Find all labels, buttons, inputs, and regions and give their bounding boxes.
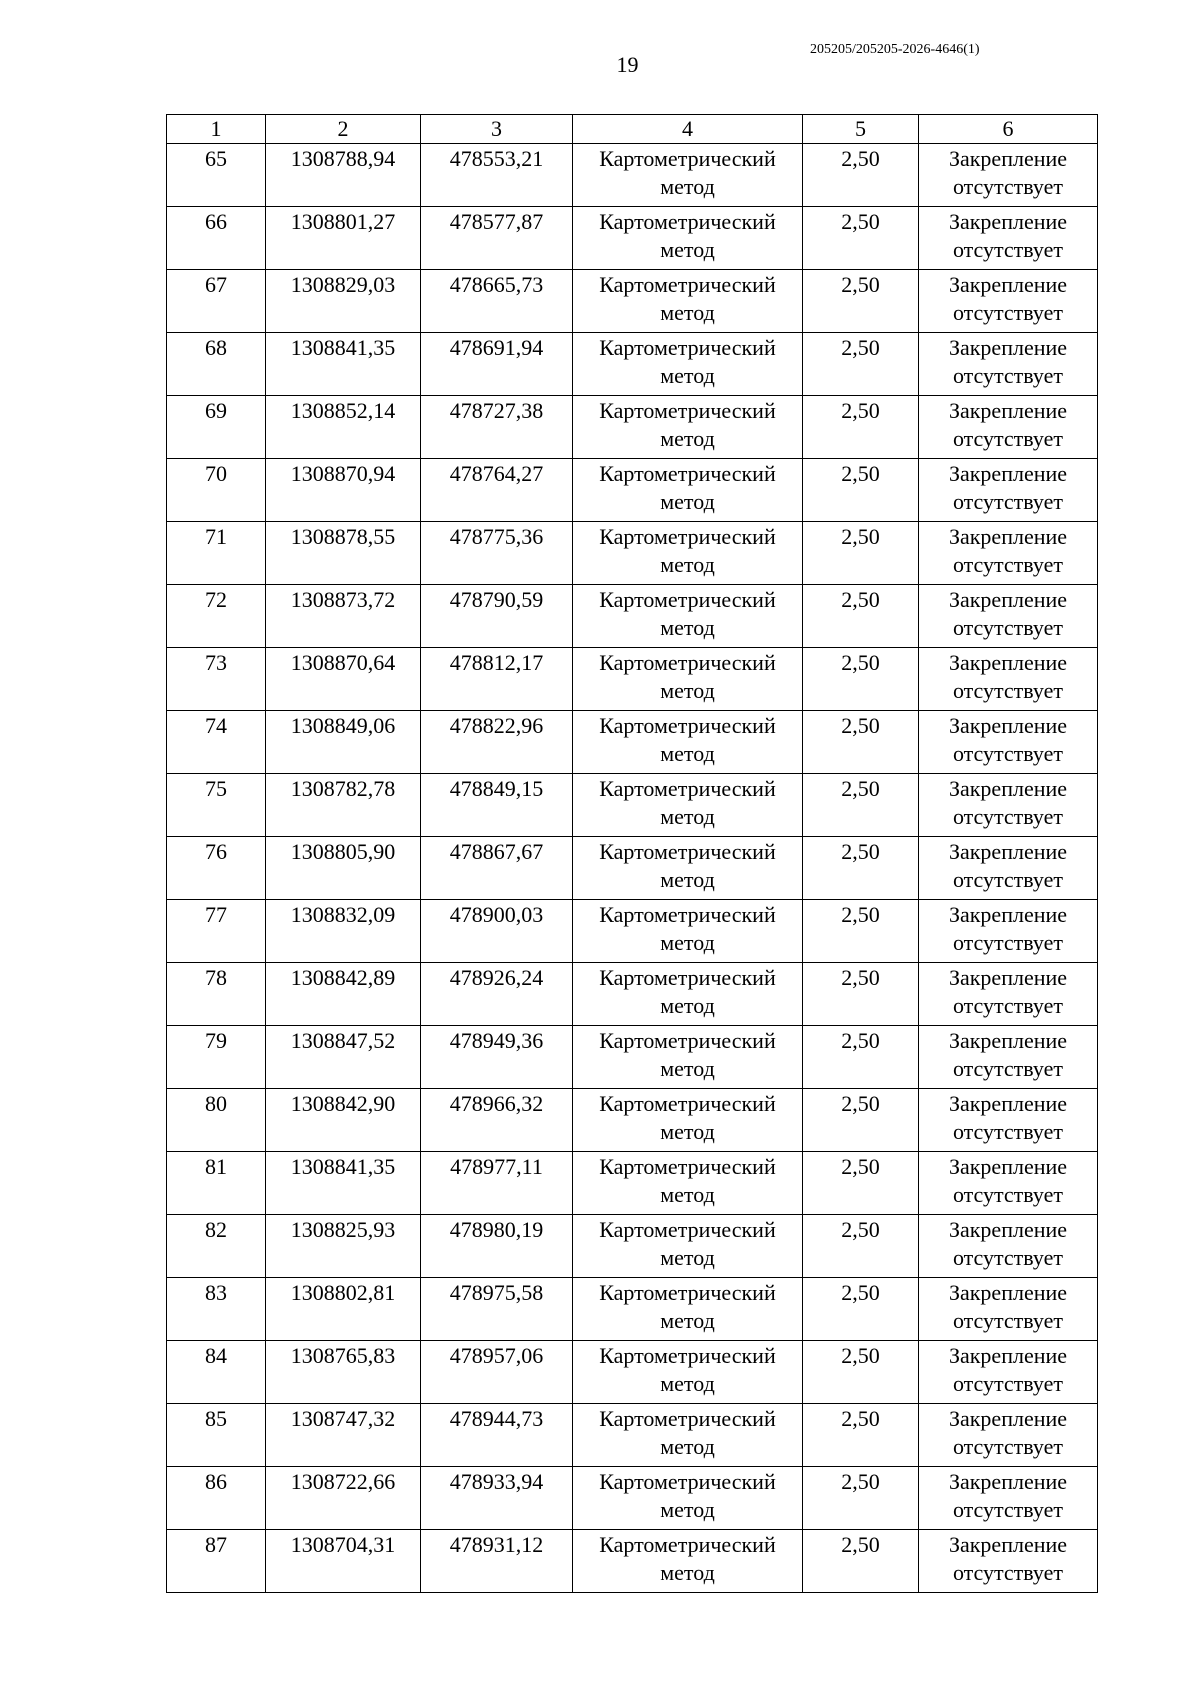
method-cell bbox=[573, 144, 803, 207]
fixation-cell bbox=[919, 144, 1098, 207]
point-number-cell: 69 bbox=[167, 396, 266, 459]
method-text: Картометрический метод bbox=[599, 1343, 776, 1396]
method-cell bbox=[573, 963, 803, 1026]
method-text: Картометрический метод bbox=[599, 398, 776, 451]
table-row bbox=[167, 1278, 1098, 1341]
table-row bbox=[167, 1341, 1098, 1404]
fixation-text: Закрепление отсутствует bbox=[948, 1028, 1068, 1081]
x-coordinate-cell: 1308841,35 bbox=[266, 1152, 421, 1215]
table-row bbox=[167, 1152, 1098, 1215]
fixation-cell bbox=[919, 1278, 1098, 1341]
accuracy-cell: 2,50 bbox=[803, 711, 919, 774]
x-coordinate-cell: 1308788,94 bbox=[266, 144, 421, 207]
fixation-text: Закрепление отсутствует bbox=[948, 272, 1068, 325]
x-coordinate-cell: 1308870,94 bbox=[266, 459, 421, 522]
y-coordinate-cell: 478849,15 bbox=[421, 774, 573, 837]
table-row bbox=[167, 1467, 1098, 1530]
table-row bbox=[167, 837, 1098, 900]
column-header-4: 4 bbox=[573, 115, 803, 144]
column-header-2: 2 bbox=[266, 115, 421, 144]
fixation-cell bbox=[919, 1026, 1098, 1089]
table-row bbox=[167, 333, 1098, 396]
point-number-cell: 66 bbox=[167, 207, 266, 270]
table-row bbox=[167, 207, 1098, 270]
point-number-cell: 82 bbox=[167, 1215, 266, 1278]
x-coordinate-cell: 1308852,14 bbox=[266, 396, 421, 459]
table-row bbox=[167, 270, 1098, 333]
point-number-cell: 79 bbox=[167, 1026, 266, 1089]
method-text: Картометрический метод bbox=[599, 776, 776, 829]
fixation-text: Закрепление отсутствует bbox=[948, 650, 1068, 703]
method-cell bbox=[573, 333, 803, 396]
x-coordinate-cell: 1308849,06 bbox=[266, 711, 421, 774]
table-row bbox=[167, 774, 1098, 837]
accuracy-cell: 2,50 bbox=[803, 648, 919, 711]
point-number-cell: 71 bbox=[167, 522, 266, 585]
method-cell bbox=[573, 1530, 803, 1593]
point-number-cell: 72 bbox=[167, 585, 266, 648]
fixation-cell bbox=[919, 711, 1098, 774]
method-text: Картометрический метод bbox=[599, 335, 776, 388]
y-coordinate-cell: 478944,73 bbox=[421, 1404, 573, 1467]
accuracy-cell: 2,50 bbox=[803, 1215, 919, 1278]
fixation-text: Закрепление отсутствует bbox=[948, 335, 1068, 388]
point-number-cell: 67 bbox=[167, 270, 266, 333]
method-cell bbox=[573, 837, 803, 900]
method-text: Картометрический метод bbox=[599, 902, 776, 955]
fixation-cell bbox=[919, 396, 1098, 459]
y-coordinate-cell: 478812,17 bbox=[421, 648, 573, 711]
accuracy-cell: 2,50 bbox=[803, 1089, 919, 1152]
method-text: Картометрический метод bbox=[599, 713, 776, 766]
x-coordinate-cell: 1308747,32 bbox=[266, 1404, 421, 1467]
point-number-cell: 86 bbox=[167, 1467, 266, 1530]
method-cell bbox=[573, 1467, 803, 1530]
method-text: Картометрический метод bbox=[599, 650, 776, 703]
table-row bbox=[167, 396, 1098, 459]
fixation-cell bbox=[919, 774, 1098, 837]
fixation-cell bbox=[919, 1152, 1098, 1215]
fixation-cell bbox=[919, 333, 1098, 396]
y-coordinate-cell: 478933,94 bbox=[421, 1467, 573, 1530]
fixation-text: Закрепление отсутствует bbox=[948, 146, 1068, 199]
accuracy-cell: 2,50 bbox=[803, 207, 919, 270]
fixation-text: Закрепление отсутствует bbox=[948, 1469, 1068, 1522]
fixation-text: Закрепление отсутствует bbox=[948, 1091, 1068, 1144]
method-cell bbox=[573, 774, 803, 837]
x-coordinate-cell: 1308825,93 bbox=[266, 1215, 421, 1278]
fixation-text: Закрепление отсутствует bbox=[948, 839, 1068, 892]
point-number-cell: 70 bbox=[167, 459, 266, 522]
fixation-cell bbox=[919, 837, 1098, 900]
x-coordinate-cell: 1308878,55 bbox=[266, 522, 421, 585]
method-text: Картометрический метод bbox=[599, 1091, 776, 1144]
point-number-cell: 84 bbox=[167, 1341, 266, 1404]
column-header-3: 3 bbox=[421, 115, 573, 144]
method-cell bbox=[573, 1026, 803, 1089]
accuracy-cell: 2,50 bbox=[803, 396, 919, 459]
column-header-5: 5 bbox=[803, 115, 919, 144]
fixation-text: Закрепление отсутствует bbox=[948, 587, 1068, 640]
x-coordinate-cell: 1308829,03 bbox=[266, 270, 421, 333]
y-coordinate-cell: 478980,19 bbox=[421, 1215, 573, 1278]
x-coordinate-cell: 1308765,83 bbox=[266, 1341, 421, 1404]
y-coordinate-cell: 478926,24 bbox=[421, 963, 573, 1026]
method-cell bbox=[573, 1215, 803, 1278]
header-row bbox=[167, 115, 1098, 144]
y-coordinate-cell: 478577,87 bbox=[421, 207, 573, 270]
method-text: Картометрический метод bbox=[599, 1469, 776, 1522]
method-text: Картометрический метод bbox=[599, 1406, 776, 1459]
point-number-cell: 77 bbox=[167, 900, 266, 963]
fixation-cell bbox=[919, 963, 1098, 1026]
x-coordinate-cell: 1308704,31 bbox=[266, 1530, 421, 1593]
table-row bbox=[167, 1404, 1098, 1467]
coordinates-table bbox=[166, 114, 1098, 1593]
method-cell bbox=[573, 1278, 803, 1341]
method-cell bbox=[573, 396, 803, 459]
table-row bbox=[167, 1026, 1098, 1089]
fixation-text: Закрепление отсутствует bbox=[948, 1343, 1068, 1396]
method-text: Картометрический метод bbox=[599, 965, 776, 1018]
x-coordinate-cell: 1308805,90 bbox=[266, 837, 421, 900]
fixation-cell bbox=[919, 1089, 1098, 1152]
fixation-text: Закрепление отсутствует bbox=[948, 965, 1068, 1018]
point-number-cell: 85 bbox=[167, 1404, 266, 1467]
accuracy-cell: 2,50 bbox=[803, 1530, 919, 1593]
method-text: Картометрический метод bbox=[599, 587, 776, 640]
fixation-text: Закрепление отсутствует bbox=[948, 1406, 1068, 1459]
method-cell bbox=[573, 1152, 803, 1215]
accuracy-cell: 2,50 bbox=[803, 459, 919, 522]
fixation-text: Закрепление отсутствует bbox=[948, 776, 1068, 829]
fixation-text: Закрепление отсутствует bbox=[948, 524, 1068, 577]
fixation-text: Закрепление отсутствует bbox=[948, 398, 1068, 451]
method-cell bbox=[573, 1341, 803, 1404]
point-number-cell: 74 bbox=[167, 711, 266, 774]
accuracy-cell: 2,50 bbox=[803, 333, 919, 396]
table-row bbox=[167, 522, 1098, 585]
y-coordinate-cell: 478822,96 bbox=[421, 711, 573, 774]
document-id: 205205/205205-2026-4646(1) bbox=[810, 42, 980, 57]
y-coordinate-cell: 478977,11 bbox=[421, 1152, 573, 1215]
method-text: Картометрический метод bbox=[599, 1280, 776, 1333]
fixation-text: Закрепление отсутствует bbox=[948, 902, 1068, 955]
y-coordinate-cell: 478957,06 bbox=[421, 1341, 573, 1404]
table-row bbox=[167, 648, 1098, 711]
method-cell bbox=[573, 900, 803, 963]
point-number-cell: 65 bbox=[167, 144, 266, 207]
fixation-text: Закрепление отсутствует bbox=[948, 1154, 1068, 1207]
fixation-cell bbox=[919, 585, 1098, 648]
fixation-text: Закрепление отсутствует bbox=[948, 1217, 1068, 1270]
fixation-cell bbox=[919, 1467, 1098, 1530]
accuracy-cell: 2,50 bbox=[803, 1152, 919, 1215]
accuracy-cell: 2,50 bbox=[803, 1467, 919, 1530]
y-coordinate-cell: 478764,27 bbox=[421, 459, 573, 522]
fixation-text: Закрепление отсутствует bbox=[948, 209, 1068, 262]
y-coordinate-cell: 478966,32 bbox=[421, 1089, 573, 1152]
fixation-cell bbox=[919, 900, 1098, 963]
y-coordinate-cell: 478775,36 bbox=[421, 522, 573, 585]
fixation-cell bbox=[919, 648, 1098, 711]
accuracy-cell: 2,50 bbox=[803, 1341, 919, 1404]
x-coordinate-cell: 1308832,09 bbox=[266, 900, 421, 963]
accuracy-cell: 2,50 bbox=[803, 900, 919, 963]
method-cell bbox=[573, 522, 803, 585]
accuracy-cell: 2,50 bbox=[803, 522, 919, 585]
point-number-cell: 73 bbox=[167, 648, 266, 711]
point-number-cell: 78 bbox=[167, 963, 266, 1026]
point-number-cell: 83 bbox=[167, 1278, 266, 1341]
method-text: Картометрический метод bbox=[599, 1028, 776, 1081]
accuracy-cell: 2,50 bbox=[803, 1278, 919, 1341]
fixation-text: Закрепление отсутствует bbox=[948, 1532, 1068, 1585]
table-row bbox=[167, 963, 1098, 1026]
x-coordinate-cell: 1308873,72 bbox=[266, 585, 421, 648]
fixation-cell bbox=[919, 1215, 1098, 1278]
method-cell bbox=[573, 207, 803, 270]
x-coordinate-cell: 1308722,66 bbox=[266, 1467, 421, 1530]
method-text: Картометрический метод bbox=[599, 839, 776, 892]
method-cell bbox=[573, 585, 803, 648]
accuracy-cell: 2,50 bbox=[803, 837, 919, 900]
fixation-cell bbox=[919, 522, 1098, 585]
table-row bbox=[167, 144, 1098, 207]
fixation-cell bbox=[919, 1530, 1098, 1593]
method-cell bbox=[573, 711, 803, 774]
table-row bbox=[167, 900, 1098, 963]
accuracy-cell: 2,50 bbox=[803, 144, 919, 207]
accuracy-cell: 2,50 bbox=[803, 1026, 919, 1089]
x-coordinate-cell: 1308801,27 bbox=[266, 207, 421, 270]
table-row bbox=[167, 585, 1098, 648]
fixation-text: Закрепление отсутствует bbox=[948, 461, 1068, 514]
accuracy-cell: 2,50 bbox=[803, 774, 919, 837]
table-row bbox=[167, 459, 1098, 522]
method-text: Картометрический метод bbox=[599, 272, 776, 325]
table-header bbox=[167, 115, 1098, 144]
method-text: Картометрический метод bbox=[599, 146, 776, 199]
y-coordinate-cell: 478691,94 bbox=[421, 333, 573, 396]
y-coordinate-cell: 478975,58 bbox=[421, 1278, 573, 1341]
method-cell bbox=[573, 270, 803, 333]
x-coordinate-cell: 1308842,90 bbox=[266, 1089, 421, 1152]
point-number-cell: 75 bbox=[167, 774, 266, 837]
point-number-cell: 87 bbox=[167, 1530, 266, 1593]
method-text: Картометрический метод bbox=[599, 209, 776, 262]
point-number-cell: 81 bbox=[167, 1152, 266, 1215]
fixation-text: Закрепление отсутствует bbox=[948, 713, 1068, 766]
method-text: Картометрический метод bbox=[599, 461, 776, 514]
table-row bbox=[167, 1215, 1098, 1278]
y-coordinate-cell: 478949,36 bbox=[421, 1026, 573, 1089]
fixation-cell bbox=[919, 1341, 1098, 1404]
method-text: Картометрический метод bbox=[599, 1217, 776, 1270]
fixation-cell bbox=[919, 459, 1098, 522]
y-coordinate-cell: 478867,67 bbox=[421, 837, 573, 900]
method-cell bbox=[573, 459, 803, 522]
accuracy-cell: 2,50 bbox=[803, 963, 919, 1026]
method-text: Картометрический метод bbox=[599, 1532, 776, 1585]
table-row bbox=[167, 711, 1098, 774]
accuracy-cell: 2,50 bbox=[803, 585, 919, 648]
accuracy-cell: 2,50 bbox=[803, 1404, 919, 1467]
y-coordinate-cell: 478553,21 bbox=[421, 144, 573, 207]
x-coordinate-cell: 1308802,81 bbox=[266, 1278, 421, 1341]
y-coordinate-cell: 478900,03 bbox=[421, 900, 573, 963]
fixation-cell bbox=[919, 207, 1098, 270]
point-number-cell: 80 bbox=[167, 1089, 266, 1152]
method-cell bbox=[573, 1089, 803, 1152]
table-body bbox=[167, 144, 1098, 1593]
table-row bbox=[167, 1530, 1098, 1593]
point-number-cell: 76 bbox=[167, 837, 266, 900]
method-text: Картометрический метод bbox=[599, 1154, 776, 1207]
fixation-cell bbox=[919, 1404, 1098, 1467]
column-header-6: 6 bbox=[919, 115, 1098, 144]
x-coordinate-cell: 1308847,52 bbox=[266, 1026, 421, 1089]
column-header-1: 1 bbox=[167, 115, 266, 144]
x-coordinate-cell: 1308841,35 bbox=[266, 333, 421, 396]
y-coordinate-cell: 478931,12 bbox=[421, 1530, 573, 1593]
y-coordinate-cell: 478665,73 bbox=[421, 270, 573, 333]
x-coordinate-cell: 1308782,78 bbox=[266, 774, 421, 837]
method-cell bbox=[573, 648, 803, 711]
x-coordinate-cell: 1308870,64 bbox=[266, 648, 421, 711]
x-coordinate-cell: 1308842,89 bbox=[266, 963, 421, 1026]
method-text: Картометрический метод bbox=[599, 524, 776, 577]
table-row bbox=[167, 1089, 1098, 1152]
method-cell bbox=[573, 1404, 803, 1467]
fixation-text: Закрепление отсутствует bbox=[948, 1280, 1068, 1333]
page-number: 19 bbox=[616, 52, 639, 77]
accuracy-cell: 2,50 bbox=[803, 270, 919, 333]
point-number-cell: 68 bbox=[167, 333, 266, 396]
fixation-cell bbox=[919, 270, 1098, 333]
y-coordinate-cell: 478727,38 bbox=[421, 396, 573, 459]
y-coordinate-cell: 478790,59 bbox=[421, 585, 573, 648]
